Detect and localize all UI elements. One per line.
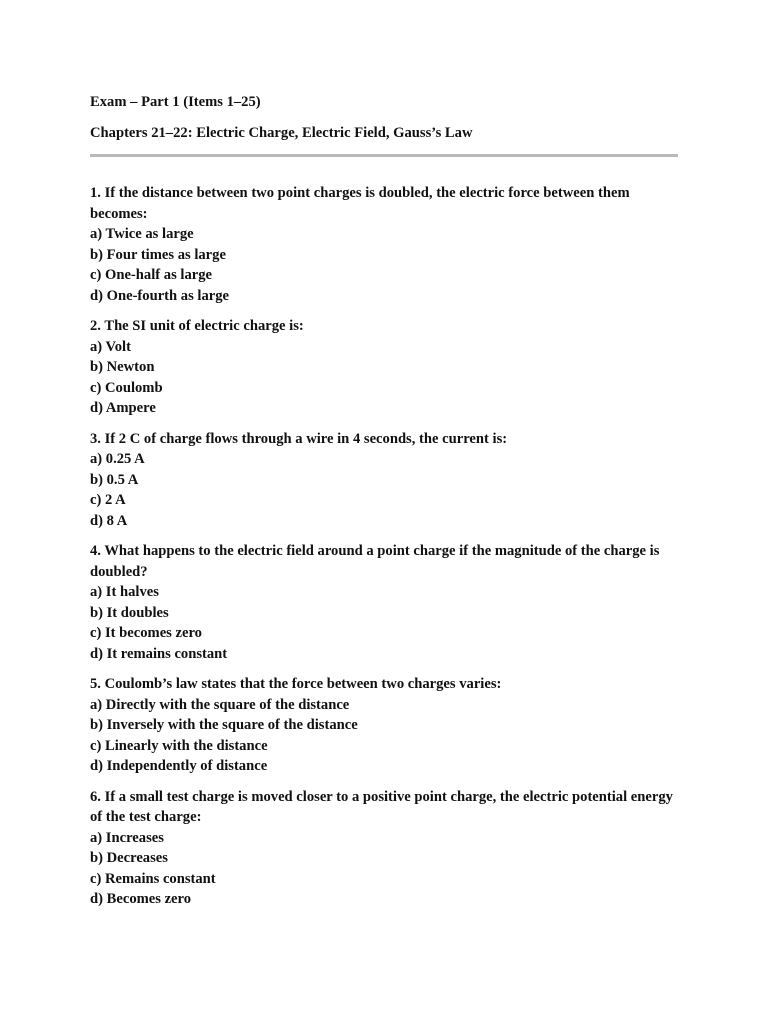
question-2 <box>90 316 680 419</box>
answer-option-b: b) 0.5 A <box>90 471 139 488</box>
answer-option-d: d) Independently of distance <box>90 758 268 774</box>
answer-option-c: c) Remains constant <box>90 870 216 887</box>
answer-option-a: a) Increases <box>90 829 164 846</box>
answer-option-b: b) Inversely with the square of the distance <box>90 717 358 733</box>
question-4 <box>90 541 680 664</box>
answer-option-c: c) 2 A <box>90 492 126 508</box>
question-5 <box>90 674 680 777</box>
question-stem: 1. If the distance between two point charges is doubled, the electric force between them becomes: <box>90 185 630 222</box>
question-stem: 2. The SI unit of electric charge is: <box>90 318 304 334</box>
question-3 <box>90 429 680 532</box>
answer-option-b: b) Decreases <box>90 850 168 866</box>
answer-option-d: d) Ampere <box>90 400 156 416</box>
question-stem: 6. If a small test charge is moved closer to a positive point charge, the electric potential energy of the test charge: <box>90 788 673 825</box>
exam-page <box>90 92 680 920</box>
answer-option-a: a) 0.25 A <box>90 451 145 467</box>
answer-option-d: d) 8 A <box>90 512 128 529</box>
answer-option-c: c) One-half as large <box>90 267 212 283</box>
question-1 <box>90 183 680 306</box>
answer-option-a: a) It halves <box>90 584 159 600</box>
question-stem: 5. Coulomb’s law states that the force between two charges varies: <box>90 676 502 692</box>
question-stem: 4. What happens to the electric field around a point charge if the magnitude of the charge is doubled? <box>90 543 660 580</box>
answer-option-a: a) Directly with the square of the distance <box>90 696 350 713</box>
question-6 <box>90 787 680 910</box>
question-stem: 3. If 2 C of charge flows through a wire in 4 seconds, the current is: <box>90 430 508 447</box>
answer-option-d: d) Becomes zero <box>90 891 192 907</box>
horizontal-divider <box>90 154 678 157</box>
question-list <box>90 183 680 910</box>
answer-option-b: b) Newton <box>90 359 155 375</box>
answer-option-d: d) One-fourth as large <box>90 287 230 304</box>
answer-option-b: b) It doubles <box>90 604 169 621</box>
answer-option-b: b) Four times as large <box>90 246 226 263</box>
chapters-subtitle: Chapters 21–22: Electric Charge, Electric Field, Gauss’s Law <box>90 124 473 141</box>
answer-option-c: c) Coulomb <box>90 379 163 396</box>
answer-option-c: c) Linearly with the distance <box>90 737 268 754</box>
answer-option-c: c) It becomes zero <box>90 625 202 641</box>
answer-option-a: a) Volt <box>90 338 131 355</box>
answer-option-d: d) It remains constant <box>90 645 228 662</box>
exam-title: Exam – Part 1 (Items 1–25) <box>90 94 261 110</box>
answer-option-a: a) Twice as large <box>90 226 194 242</box>
